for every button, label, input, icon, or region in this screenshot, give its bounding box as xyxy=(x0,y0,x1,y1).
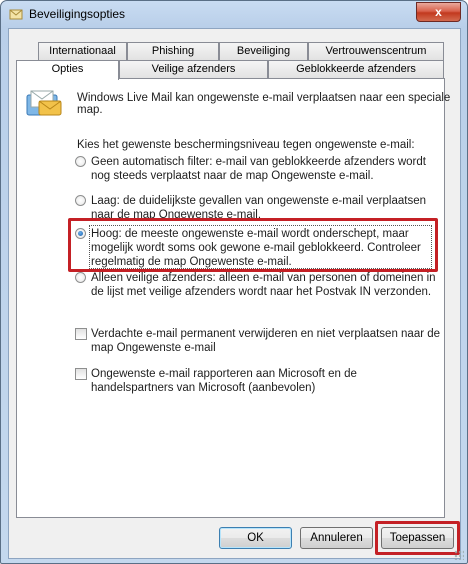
tab-label: Geblokkeerde afzenders xyxy=(296,63,416,75)
option-label: Laag: de duidelijkste gevallen van ongewenste e-mail verplaatsen naar de map Ongewenste e-mail. xyxy=(91,195,426,221)
tab-veilige-afzenders[interactable] xyxy=(119,60,268,78)
tab-label: Beveiliging xyxy=(236,45,291,57)
protection-level-label: Kies het gewenste beschermingsniveau tegen ongewenste e-mail: xyxy=(77,139,415,151)
tab-label: Vertrouwenscentrum xyxy=(325,45,427,57)
cancel-button[interactable]: Annuleren xyxy=(300,527,373,549)
radio-safe-senders-only[interactable] xyxy=(75,272,86,283)
highlight-box-apply xyxy=(375,521,460,555)
envelope-icon xyxy=(9,7,23,21)
tab-geblokkeerde-afzenders[interactable] xyxy=(268,60,444,78)
highlight-box-high xyxy=(68,218,438,272)
checkbox-delete[interactable] xyxy=(75,328,87,340)
tab-label: Veilige afzenders xyxy=(151,63,236,75)
checkbox-label: Ongewenste e-mail rapporteren aan Microsoft en de handelspartners van Microsoft (aanbevolen) xyxy=(91,368,357,394)
tab-phishing[interactable] xyxy=(127,42,219,60)
ok-button[interactable]: OK xyxy=(219,527,292,549)
tab-opties[interactable] xyxy=(16,60,119,80)
checkbox-label: Verdachte e-mail permanent verwijderen en niet verplaatsen naar de map Ongewenste e-mail xyxy=(91,328,441,354)
radio-low[interactable] xyxy=(75,195,86,206)
checkbox-report[interactable] xyxy=(75,368,87,380)
tab-label: Internationaal xyxy=(49,45,116,57)
tab-vertrouwenscentrum[interactable] xyxy=(308,42,444,60)
window-title: Beveiligingsopties xyxy=(29,7,126,21)
tab-internationaal[interactable] xyxy=(38,42,127,60)
resize-grip[interactable] xyxy=(454,550,464,560)
apply-button[interactable]: Toepassen xyxy=(381,527,454,549)
title-bar[interactable] xyxy=(1,1,467,27)
junk-mail-folder-icon xyxy=(25,87,63,119)
close-icon: x xyxy=(435,5,442,19)
option-label: Geen automatisch filter: e-mail van geblokkeerde afzenders wordt nog steeds verplaatst naar de map Ongewenste e-mail. xyxy=(91,156,426,182)
radio-no-filter[interactable] xyxy=(75,156,86,167)
close-button[interactable] xyxy=(416,2,461,22)
option-label: Hoog: de meeste ongewenste e-mail wordt onderschept, maar mogelijk wordt soms ook gewone e-mail geblokkeerd. Controleer regelmatig de map Ongewenste e-mail. xyxy=(91,228,421,268)
intro-text: Windows Live Mail kan ongewenste e-mail verplaatsen naar een speciale map. xyxy=(77,92,451,116)
option-label: Alleen veilige afzenders: alleen e-mail van personen of domeinen in de lijst met veilige afzenders wordt naar het Postvak IN verzonden. xyxy=(91,272,436,298)
tab-label: Phishing xyxy=(151,45,195,57)
tab-label: Opties xyxy=(51,63,84,75)
tab-beveiliging[interactable] xyxy=(219,42,308,60)
